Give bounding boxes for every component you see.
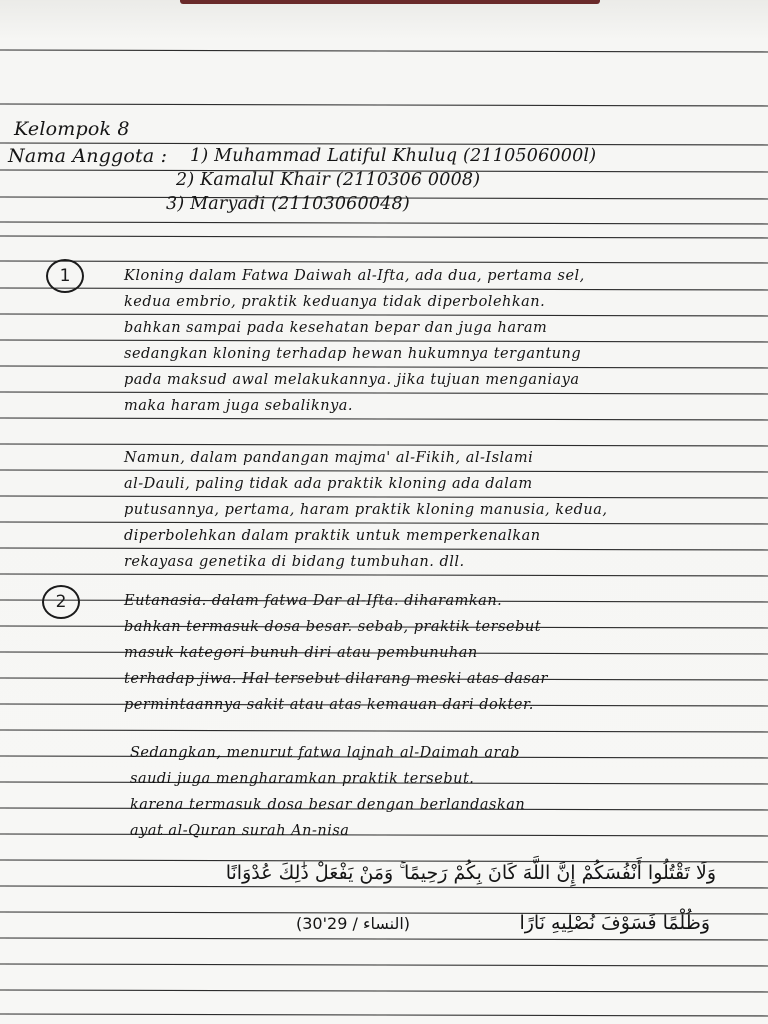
section-1-line: rekayasa genetika di bidang tumbuhan. dll. (124, 554, 465, 570)
section-2-line: Eutanasia. dalam fatwa Dar al-Ifta. diharamkan. (124, 593, 503, 609)
section-1-line: kedua embrio, praktik keduanya tidak diperbolehkan. (124, 294, 546, 310)
section-2-line: bahkan termasuk dosa besar. sebab, praktik tersebut (124, 619, 542, 635)
section-2-line: Sedangkan, menurut fatwa lajnah al-Daimah arab (130, 745, 520, 761)
section-2-line: ayat al-Quran surah An-nisa (130, 823, 350, 839)
section-1-line: al-Dauli, paling tidak ada praktik kloning ada dalam (124, 476, 533, 492)
section-1-line: pada maksud awal melakukannya. jika tujuan menganiaya (124, 372, 580, 388)
member-3: 3) Maryadi (21103060048) (166, 194, 410, 214)
section-number-1: 1 (46, 259, 84, 293)
section-1-line: diperbolehkan dalam praktik untuk memperkenalkan (124, 528, 541, 544)
section-2-line: masuk kategori bunuh diri atau pembunuhan (124, 645, 478, 661)
verse-citation: (النساء / 29'30) (296, 914, 411, 933)
section-1-line: maka haram juga sebaliknya. (124, 398, 354, 414)
section-1-line: Namun, dalam pandangan majma' al-Fikih, al-Islami (124, 450, 534, 466)
members-label: Nama Anggota : (8, 145, 168, 167)
arabic-verse-line-1: وَلَا تَقْتُلُوا أَنْفُسَكُمْ إِنَّ اللَّهَ كَانَ بِكُمْ رَحِيمًا ۚ وَمَنْ يَفْعَلْ ذَٰلِكَ عُدْوَانًا (225, 862, 716, 884)
section-number-2: 2 (42, 585, 80, 619)
section-1-line: bahkan sampai pada kesehatan bepar dan juga haram (124, 320, 548, 336)
member-1: 1) Muhammad Latiful Khuluq (2110506000l) (190, 146, 597, 166)
section-2-line: saudi juga mengharamkan praktik tersebut. (130, 771, 475, 787)
group-title: Kelompok 8 (14, 118, 130, 140)
member-2: 2) Kamalul Khair (2110306 0008) (176, 170, 481, 190)
section-1-line: sedangkan kloning terhadap hewan hukumnya tergantung (124, 346, 582, 362)
section-1-line: putusannya, pertama, haram praktik kloning manusia, kedua, (124, 502, 608, 518)
section-2-line: terhadap jiwa. Hal tersebut dilarang meski atas dasar (124, 671, 548, 687)
section-1-line: Kloning dalam Fatwa Daiwah al-Ifta, ada dua, pertama sel, (124, 268, 585, 284)
arabic-verse-line-2: وَظُلْمًا فَسَوْفَ نُصْلِيهِ نَارًا (519, 912, 710, 934)
section-2-line: karena termasuk dosa besar dengan berlandaskan (130, 797, 526, 813)
section-2-line: permintaannya sakit atau atas kemauan dari dokter. (124, 697, 534, 713)
